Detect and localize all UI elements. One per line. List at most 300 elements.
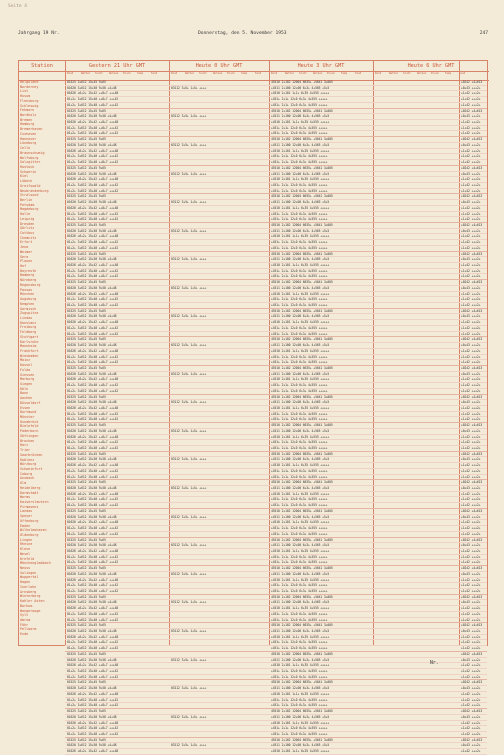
station-name: Hof: [20, 264, 27, 269]
table-cell: +0+43 +++2+: [461, 714, 481, 719]
table-cell: +4510 2+101 1+1+ 6+35 4+555 +++++: [271, 91, 330, 96]
table-cell: +451+ 2+1+ 12+0 6+3+ 4+555 +++++: [271, 583, 328, 588]
table-cell: 01+2+ 3+612 15+40 ++8+7 +++42: [67, 731, 119, 736]
station-name: Lingen: [20, 537, 33, 542]
table-cell: 01+2+ 3+612 15+40 ++8+7 +++42: [67, 440, 119, 445]
table-cell: +0+43 +++2+: [461, 314, 481, 319]
table-cell: +1+42 +++2+: [461, 354, 481, 359]
header-date: Donnerstag, den 5. November 1953: [198, 31, 287, 36]
table-cell: 01626 +6+2+ 15+42 ++8+7 +++48: [67, 434, 119, 439]
station-name: Feldberg: [20, 330, 37, 335]
table-cell: 01626 +6+2+ 15+42 ++8+7 +++48: [67, 577, 119, 582]
table-cell: +0242 +4+613: [461, 709, 483, 714]
table-cell: +0242 +4+613: [461, 480, 483, 485]
table-cell: +451+ 2+1+ 12+0 6+3+ 4+555 +++++: [271, 188, 328, 193]
sub-header-label: Druck: [227, 72, 235, 75]
station-name: Trier: [20, 448, 31, 453]
station-name: Kleve: [20, 547, 31, 552]
table-cell: +0+43 +++2+: [461, 428, 481, 433]
table-cell: +451+ 2+1+ 12+0 6+3+ 4+555 +++++: [271, 245, 328, 250]
table-cell: +4510 2+101 1+1+ 6+35 4+555 +++++: [271, 177, 330, 182]
table-cell: 01+2+ 3+612 15+40 ++8+7 +++42: [67, 383, 119, 388]
table-cell: +4511 2+100 12+00 6+3+ 4+565 +5+5: [271, 228, 330, 233]
table-cell: +451+ 2+1+ 12+0 6+3+ 4+555 +++++: [271, 474, 328, 479]
sub-header-label: Temp: [445, 72, 452, 75]
table-cell: +451+ 2+1+ 12+0 6+3+ 4+555 +++++: [271, 240, 328, 245]
table-cell: +4510 2+101 1+1+ 6+35 4+555 +++++: [271, 291, 330, 296]
table-cell: 03112 3+5+ 1+5+ ++++: [171, 314, 207, 319]
table-cell: 01525 3+612 15+45 9+65: [67, 623, 106, 628]
table-cell: 01+2+ 3+612 15+40 ++8+7 +++42: [67, 97, 119, 102]
table-cell: +1+42 +++2+: [461, 611, 481, 616]
station-name: Bonn: [20, 391, 29, 396]
table-cell: 01+2+ 3+612 15+40 ++8+7 +++42: [67, 640, 119, 645]
table-cell: +1+42 +++2+: [461, 503, 481, 508]
station-name: Potsdam: [20, 202, 35, 207]
table-cell: +4511 2+100 12+00 6+3+ 4+565 +5+5: [271, 400, 330, 405]
station-name: Koblenz: [20, 457, 35, 462]
table-cell: +4511 2+100 12+00 6+3+ 4+565 +5+5: [271, 514, 330, 519]
table-cell: 01620 3+612 15+50 9+58 +4+48: [67, 314, 117, 319]
station-name: Speyer: [20, 514, 33, 519]
table-cell: 01620 3+612 15+50 9+58 +4+48: [67, 343, 117, 348]
table-cell: 01+2+ 3+612 15+40 ++8+7 +++42: [67, 646, 119, 651]
table-cell: +1+42 +++2+: [461, 377, 481, 382]
station-name: Siegen: [20, 382, 33, 386]
table-cell: 01620 3+612 15+50 9+58 +4+48: [67, 543, 117, 548]
table-cell: +451+ 2+1+ 12+0 6+3+ 4+555 +++++: [271, 669, 328, 674]
table-cell: +4511 2+100 12+00 6+3+ 4+565 +5+5: [271, 686, 330, 691]
table-cell: 45510 2+102 12004 6635+ +5641 3+005: [271, 194, 333, 199]
table-cell: 01620 3+612 15+50 9+58 +4+48: [67, 142, 117, 147]
table-cell: 01+2+ 3+612 15+40 ++8+7 +++42: [67, 446, 119, 450]
station-name: Ende: [20, 632, 29, 637]
table-cell: +4510 2+101 1+1+ 6+35 4+555 +++++: [271, 148, 330, 153]
table-cell: +1+42 +++2+: [461, 726, 481, 731]
table-cell: 01626 +6+2+ 15+42 ++8+7 +++48: [67, 691, 119, 696]
table-cell: +451+ 2+1+ 12+0 6+3+ 4+555 +++++: [271, 360, 328, 365]
table-cell: 45510 2+102 12004 6635+ +5641 3+005: [271, 222, 333, 227]
table-cell: 45510 2+102 12004 6635+ +5641 3+005: [271, 737, 333, 742]
table-cell: +1+42 +++2+: [461, 120, 481, 125]
table-cell: 01525 3+612 15+45 9+65: [67, 365, 106, 370]
station-name: Berlin: [20, 197, 33, 202]
station-name: Chemnitz: [20, 235, 37, 240]
table-cell: 01+2+ 3+612 15+40 ++8+7 +++42: [67, 468, 119, 473]
table-cell: 01+2+ 3+612 15+40 ++8+7 +++42: [67, 160, 119, 165]
table-cell: +4511 2+100 12+00 6+3+ 4+565 +5+5: [271, 371, 330, 376]
station-name: Stuttgart: [20, 334, 39, 339]
table-cell: +4511 2+100 12+00 6+3+ 4+565 +5+5: [271, 114, 330, 119]
station-name: Bremen: [20, 117, 33, 122]
table-cell: 01626 +6+2+ 15+42 ++8+7 +++48: [67, 263, 119, 267]
table-row: [65, 749, 487, 755]
table-cell: 01525 3+612 15+45 9+65: [67, 566, 106, 571]
table-cell: +4510 2+101 1+1+ 6+35 4+555 +++++: [271, 691, 330, 696]
table-cell: 03112 3+5+ 1+5+ ++++: [171, 486, 207, 491]
station-name: Marburg: [20, 377, 35, 382]
page-header: [18, 31, 488, 39]
table-cell: +1+42 +++2+: [461, 474, 481, 479]
table-cell: +4511 2+100 12+00 6+3+ 4+565 +5+5: [271, 743, 330, 748]
table-cell: 01+2+ 3+612 15+40 ++8+7 +++42: [67, 583, 119, 588]
table-cell: +0242 +4+613: [461, 680, 483, 685]
table-cell: 01+2+ 3+612 15+40 ++8+7 +++42: [67, 726, 119, 731]
table-cell: +0242 +4+613: [461, 537, 483, 542]
table-cell: +451+ 2+1+ 12+0 6+3+ 4+555 +++++: [271, 703, 328, 708]
table-cell: +1+42 +++2+: [461, 383, 481, 388]
table-cell: +1+42 +++2+: [461, 240, 481, 245]
table-cell: 03112 3+5+ 1+5+ ++++: [171, 457, 207, 462]
table-cell: +4510 2+101 1+1+ 6+35 4+555 +++++: [271, 405, 330, 410]
column-group-yesterday-21: Gestern 21 Uhr GMT: [65, 61, 169, 72]
table-cell: +4510 2+101 1+1+ 6+35 4+555 +++++: [271, 491, 330, 496]
table-cell: 45510 2+102 12004 6635+ +5641 3+005: [271, 337, 333, 342]
table-cell: 01+2+ 3+612 15+40 ++8+7 +++42: [67, 554, 119, 559]
table-cell: 01620 3+612 15+50 9+58 +4+48: [67, 428, 117, 433]
sub-header-label: Temp: [241, 72, 248, 75]
station-name: Mönchengladbach: [20, 561, 51, 566]
table-cell: 45510 2+102 12004 6635+ +5641 3+005: [271, 365, 333, 370]
station-name: Pellworm: [20, 627, 37, 632]
table-cell: +1+42 +++2+: [461, 405, 481, 410]
station-name: Karlsruhe: [20, 339, 39, 344]
table-cell: +0+43 +++2+: [461, 743, 481, 748]
table-cell: +451+ 2+1+ 12+0 6+3+ 4+555 +++++: [271, 468, 328, 473]
table-cell: 01626 +6+2+ 15+42 ++8+7 +++48: [67, 234, 119, 239]
table-cell: +4510 2+101 1+1+ 6+35 4+555 +++++: [271, 720, 330, 725]
table-cell: 03112 3+5+ 1+5+ ++++: [171, 228, 207, 233]
table-cell: +0242 +4+613: [461, 194, 483, 199]
station-name: Jena: [20, 245, 29, 250]
table-cell: +4510 2+101 1+1+ 6+35 4+555 +++++: [271, 577, 330, 582]
table-cell: +1+42 +++2+: [461, 646, 481, 651]
table-cell: +4511 2+100 12+00 6+3+ 4+565 +5+5: [271, 200, 330, 205]
table-cell: +1+42 +++2+: [461, 217, 481, 222]
table-cell: +0+43 +++2+: [461, 200, 481, 205]
table-cell: +1+42 +++2+: [461, 731, 481, 736]
station-name: Weimar: [20, 249, 33, 254]
station-name: Salzgitter: [20, 160, 41, 165]
table-cell: +451+ 2+1+ 12+0 6+3+ 4+555 +++++: [271, 446, 328, 450]
table-cell: 03112 3+5+ 1+5+ ++++: [171, 743, 207, 748]
table-cell: +451+ 2+1+ 12+0 6+3+ 4+555 +++++: [271, 503, 328, 508]
table-cell: +1+42 +++2+: [461, 97, 481, 102]
table-cell: 01620 3+612 15+50 9+58 +4+48: [67, 686, 117, 691]
station-name: Neubrandenburg: [20, 188, 49, 193]
table-cell: 01+2+ 3+612 15+40 ++8+7 +++42: [67, 560, 119, 565]
table-cell: 45510 2+102 12004 6635+ +5641 3+005: [271, 508, 333, 513]
table-cell: 45510 2+102 12004 6635+ +5641 3+005: [271, 566, 333, 571]
table-cell: 01626 +6+2+ 15+42 ++8+7 +++48: [67, 663, 119, 668]
sub-header-label: Druck: [123, 72, 131, 75]
table-cell: 01+2+ 3+612 15+40 ++8+7 +++42: [67, 102, 119, 107]
table-cell: 03112 3+5+ 1+5+ ++++: [171, 428, 207, 433]
table-cell: 01525 3+612 15+45 9+65: [67, 480, 106, 485]
column-group-today-00: Heute 0 Uhr GMT: [169, 61, 269, 72]
table-cell: +1+42 +++2+: [461, 154, 481, 159]
station-name: Landau: [20, 509, 33, 514]
station-name: Ansbach: [20, 476, 35, 481]
column-group-today-03: Heute 3 Uhr GMT: [269, 61, 373, 72]
table-cell: +4510 2+101 1+1+ 6+35 4+555 +++++: [271, 548, 330, 553]
table-cell: +4510 2+101 1+1+ 6+35 4+555 +++++: [271, 634, 330, 639]
table-cell: +0242 +4+613: [461, 108, 483, 113]
table-cell: +0+43 +++2+: [461, 85, 481, 90]
table-cell: 01525 3+612 15+45 9+65: [67, 423, 106, 428]
table-cell: 01626 +6+2+ 15+42 ++8+7 +++48: [67, 520, 119, 525]
sub-header-label: Tend: [459, 72, 466, 75]
table-cell: 01626 +6+2+ 15+42 ++8+7 +++48: [67, 120, 119, 125]
station-name: Kaiserslautern: [20, 499, 49, 504]
station-name: Darmstadt: [20, 490, 39, 495]
table-cell: 03112 3+5+ 1+5+ ++++: [171, 571, 207, 576]
table-cell: 01+2+ 3+612 15+40 ++8+7 +++42: [67, 303, 119, 308]
footer-note: Nr.: [430, 661, 439, 666]
table-cell: +1+42 +++2+: [461, 497, 481, 502]
table-cell: +451+ 2+1+ 12+0 6+3+ 4+555 +++++: [271, 640, 328, 645]
table-cell: 01+2+ 3+612 15+40 ++8+7 +++42: [67, 354, 119, 359]
table-cell: +0242 +4+613: [461, 651, 483, 656]
table-cell: +4510 2+101 1+1+ 6+35 4+555 +++++: [271, 234, 330, 239]
station-name: Arnsberg: [20, 589, 37, 594]
station-name: Magdeburg: [20, 207, 39, 212]
table-cell: +1+42 +++2+: [461, 331, 481, 336]
station-name: Essen: [20, 405, 31, 410]
station-name: Erfurt: [20, 240, 33, 245]
table-cell: +451+ 2+1+ 12+0 6+3+ 4+555 +++++: [271, 731, 328, 736]
table-cell: +0242 +4+613: [461, 365, 483, 370]
table-cell: +451+ 2+1+ 12+0 6+3+ 4+555 +++++: [271, 131, 328, 136]
table-cell: +0+43 +++2+: [461, 171, 481, 176]
table-cell: 01+2+ 3+612 15+40 ++8+7 +++42: [67, 331, 119, 336]
station-name: Aachen: [20, 396, 33, 401]
table-cell: 01+2+ 3+612 15+40 ++8+7 +++42: [67, 617, 119, 622]
table-cell: 03112 3+5+ 1+5+ ++++: [171, 343, 207, 348]
table-cell: +0+43 +++2+: [461, 600, 481, 605]
table-cell: 01+2+ 3+612 15+40 ++8+7 +++42: [67, 497, 119, 502]
table-cell: +0242 +4+613: [461, 737, 483, 742]
station-name: Borkum: [20, 603, 33, 608]
table-cell: 01626 +6+2+ 15+42 ++8+7 +++48: [67, 491, 119, 496]
table-cell: +451+ 2+1+ 12+0 6+3+ 4+555 +++++: [271, 646, 328, 651]
table-cell: 01525 3+612 15+45 9+65: [67, 165, 106, 170]
table-cell: 01+2+ 3+612 15+40 ++8+7 +++42: [67, 697, 119, 702]
station-name: Oldenburg: [20, 533, 39, 537]
station-name: Hannover: [20, 136, 37, 141]
table-cell: +0242 +4+613: [461, 508, 483, 513]
station-name: Bamberg: [20, 273, 35, 278]
table-cell: 01+2+ 3+612 15+40 ++8+7 +++42: [67, 245, 119, 250]
table-cell: +1+42 +++2+: [461, 320, 481, 325]
station-name: Plauen: [20, 259, 33, 264]
table-cell: +451+ 2+1+ 12+0 6+3+ 4+555 +++++: [271, 697, 328, 702]
table-cell: 01525 3+612 15+45 9+65: [67, 337, 106, 342]
table-cell: +451+ 2+1+ 12+0 6+3+ 4+555 +++++: [271, 154, 328, 159]
station-name: Winterberg: [20, 594, 41, 599]
table-cell: +0+43 +++2+: [461, 285, 481, 290]
table-cell: +451+ 2+1+ 12+0 6+3+ 4+555 +++++: [271, 554, 328, 559]
table-cell: 03112 3+5+ 1+5+ ++++: [171, 142, 207, 147]
table-cell: 45510 2+102 12004 6635+ +5641 3+005: [271, 451, 333, 456]
table-cell: +451+ 2+1+ 12+0 6+3+ 4+555 +++++: [271, 182, 328, 187]
table-cell: 03112 3+5+ 1+5+ ++++: [171, 371, 207, 376]
table-cell: 45510 2+102 12004 6635+ +5641 3+005: [271, 394, 333, 399]
table-cell: 01+2+ 3+612 15+40 ++8+7 +++42: [67, 188, 119, 193]
table-cell: 01+2+ 3+612 15+40 ++8+7 +++42: [67, 154, 119, 159]
station-name: Ulm: [20, 481, 27, 486]
station-name: Schweinfurt: [20, 466, 43, 471]
table-cell: +1+42 +++2+: [461, 468, 481, 473]
station-list: [19, 80, 65, 637]
table-cell: 45510 2+102 12004 6635+ +5641 3+005: [271, 651, 333, 656]
table-cell: 01525 3+612 15+45 9+65: [67, 508, 106, 513]
table-cell: 01620 3+612 15+50 9+58 +4+48: [67, 371, 117, 376]
table-cell: +4511 2+100 12+00 6+3+ 4+565 +5+5: [271, 457, 330, 462]
station-name: Flensburg: [20, 98, 39, 103]
sub-header-label: Wind: [171, 72, 178, 75]
station-name: Rheine: [20, 542, 33, 547]
table-cell: +1+42 +++2+: [461, 669, 481, 674]
table-cell: +451+ 2+1+ 12+0 6+3+ 4+555 +++++: [271, 726, 328, 731]
table-cell: +0+43 +++2+: [461, 371, 481, 376]
table-cell: +0242 +4+613: [461, 451, 483, 456]
table-cell: 01525 3+612 15+45 9+65: [67, 709, 106, 714]
table-cell: 01626 +6+2+ 15+42 ++8+7 +++48: [67, 634, 119, 639]
table-cell: +1+42 +++2+: [461, 91, 481, 96]
table-cell: 03112 3+5+ 1+5+ ++++: [171, 257, 207, 262]
table-cell: 01+2+ 3+612 15+40 ++8+7 +++42: [67, 588, 119, 593]
station-name: Nürnberg: [20, 278, 37, 283]
station-name: Helgoland: [20, 80, 39, 84]
table-cell: +1+42 +++2+: [461, 182, 481, 187]
table-cell: +4510 2+101 1+1+ 6+35 4+555 +++++: [271, 320, 330, 325]
station-name: Osnabrück: [20, 419, 39, 424]
table-cell: +0242 +4+613: [461, 280, 483, 285]
table-cell: 01626 +6+2+ 15+42 ++8+7 +++48: [67, 377, 119, 382]
sub-header-label: Tend: [151, 72, 158, 75]
station-name: Norderney: [20, 84, 39, 89]
table-cell: 01620 3+612 15+50 9+58 +4+48: [67, 257, 117, 262]
table-cell: 01+2+ 3+612 15+40 ++8+7 +++42: [67, 531, 119, 536]
station-name: Hamburg: [20, 122, 35, 127]
table-cell: 01620 3+612 15+50 9+58 +4+48: [67, 486, 117, 491]
sub-header-label: Sicht: [403, 72, 411, 75]
table-cell: +1+42 +++2+: [461, 526, 481, 531]
table-cell: +1+42 +++2+: [461, 234, 481, 239]
table-cell: +1+42 +++2+: [461, 360, 481, 365]
table-cell: 01620 3+612 15+50 9+58 +4+48: [67, 743, 117, 748]
table-cell: +4511 2+100 12+00 6+3+ 4+565 +5+5: [271, 343, 330, 348]
table-cell: +4511 2+100 12+00 6+3+ 4+565 +5+5: [271, 85, 330, 90]
table-cell: 01626 +6+2+ 15+42 ++8+7 +++48: [67, 320, 119, 325]
table-cell: 03112 3+5+ 1+5+ ++++: [171, 400, 207, 405]
table-cell: 01+2+ 3+612 15+40 ++8+7 +++42: [67, 703, 119, 708]
station-column-header: Station: [19, 61, 65, 72]
table-cell: +4511 2+100 12+00 6+3+ 4+565 +5+5: [271, 142, 330, 147]
table-cell: +0+43 +++2+: [461, 657, 481, 662]
table-cell: +0+43 +++2+: [461, 457, 481, 462]
table-cell: +1+42 +++2+: [461, 560, 481, 565]
table-cell: 01+2+ 3+612 15+40 ++8+7 +++42: [67, 474, 119, 479]
table-cell: 01+2+ 3+612 15+40 ++8+7 +++42: [67, 217, 119, 222]
table-cell: 45510 2+102 12004 6635+ +5641 3+005: [271, 680, 333, 685]
table-cell: +1+42 +++2+: [461, 697, 481, 702]
sub-header-label: Sicht: [199, 72, 207, 75]
station-name: Lindau: [20, 315, 33, 320]
sub-header-label: Temp: [137, 72, 144, 75]
table-cell: +451+ 2+1+ 12+0 6+3+ 4+555 +++++: [271, 331, 328, 336]
table-cell: 01626 +6+2+ 15+42 ++8+7 +++48: [67, 291, 119, 296]
table-cell: 01+2+ 3+612 15+40 ++8+7 +++42: [67, 274, 119, 279]
table-cell: +4511 2+100 12+00 6+3+ 4+565 +5+5: [271, 314, 330, 319]
table-cell: +1+42 +++2+: [461, 577, 481, 582]
sub-header-label: Wolken: [213, 72, 223, 75]
table-cell: +451+ 2+1+ 12+0 6+3+ 4+555 +++++: [271, 325, 328, 330]
table-cell: +0+43 +++2+: [461, 228, 481, 233]
table-cell: +451+ 2+1+ 12+0 6+3+ 4+555 +++++: [271, 274, 328, 279]
table-cell: +1+42 +++2+: [461, 583, 481, 588]
table-cell: 45510 2+102 12004 6635+ +5641 3+005: [271, 251, 333, 256]
station-name: Sylt: [20, 613, 29, 618]
table-cell: +1+42 +++2+: [461, 188, 481, 193]
sub-header-label: Wolken: [109, 72, 119, 75]
table-cell: 03112 3+5+ 1+5+ ++++: [171, 543, 207, 548]
table-cell: +4510 2+101 1+1+ 6+35 4+555 +++++: [271, 263, 330, 267]
table-cell: +0242 +4+613: [461, 423, 483, 428]
table-cell: 01+2+ 3+612 15+40 ++8+7 +++42: [67, 674, 119, 679]
table-cell: +1+42 +++2+: [461, 554, 481, 559]
table-cell: +451+ 2+1+ 12+0 6+3+ 4+555 +++++: [271, 160, 328, 165]
table-cell: 01620 3+612 15+50 9+58 +4+48: [67, 85, 117, 90]
table-cell: +4510 2+101 1+1+ 6+35 4+555 +++++: [271, 606, 330, 611]
sub-header-label: Sicht: [299, 72, 307, 75]
sub-header-label: Wind: [67, 72, 74, 75]
table-cell: +0+43 +++2+: [461, 343, 481, 348]
table-cell: 01525 3+612 15+45 9+65: [67, 222, 106, 227]
table-cell: 01620 3+612 15+50 9+58 +4+48: [67, 228, 117, 233]
station-name: Offenburg: [20, 518, 39, 523]
table-cell: 01620 3+612 15+50 9+58 +4+48: [67, 514, 117, 519]
station-name: Wangerooge: [20, 608, 41, 613]
table-cell: +4510 2+101 1+1+ 6+35 4+555 +++++: [271, 348, 330, 353]
station-name: Bayreuth: [20, 268, 37, 273]
station-name: Regensburg: [20, 282, 41, 287]
table-cell: 01626 +6+2+ 15+42 ++8+7 +++48: [67, 405, 119, 410]
table-cell: +0242 +4+613: [461, 394, 483, 399]
sub-header-label: Sicht: [95, 72, 103, 75]
station-name: Solingen: [20, 570, 37, 575]
table-cell: 01+2+ 3+612 15+40 ++8+7 +++42: [67, 131, 119, 136]
table-cell: 01620 3+612 15+50 9+58 +4+48: [67, 600, 117, 605]
station-name: Leipzig: [20, 216, 35, 221]
table-cell: +1+42 +++2+: [461, 245, 481, 250]
table-cell: 01626 +6+2+ 15+42 ++8+7 +++48: [67, 548, 119, 553]
station-name: Wiesbaden: [20, 353, 39, 358]
table-cell: +4511 2+100 12+00 6+3+ 4+565 +5+5: [271, 629, 330, 633]
station-name: Amrum: [20, 617, 31, 622]
table-cell: 01626 +6+2+ 15+42 ++8+7 +++48: [67, 91, 119, 96]
table-cell: +4511 2+100 12+00 6+3+ 4+565 +5+5: [271, 257, 330, 262]
table-cell: 01620 3+612 15+50 9+58 +4+48: [67, 114, 117, 119]
table-cell: 01+2+ 3+612 15+40 ++8+7 +++42: [67, 388, 119, 393]
table-cell: +0242 +4+613: [461, 222, 483, 227]
station-name: Köln: [20, 386, 29, 391]
table-cell: +1+42 +++2+: [461, 617, 481, 622]
sub-header-label: Wind: [271, 72, 278, 75]
table-cell: 01620 3+612 15+50 9+58 +4+48: [67, 629, 117, 633]
table-cell: +451+ 2+1+ 12+0 6+3+ 4+555 +++++: [271, 354, 328, 359]
